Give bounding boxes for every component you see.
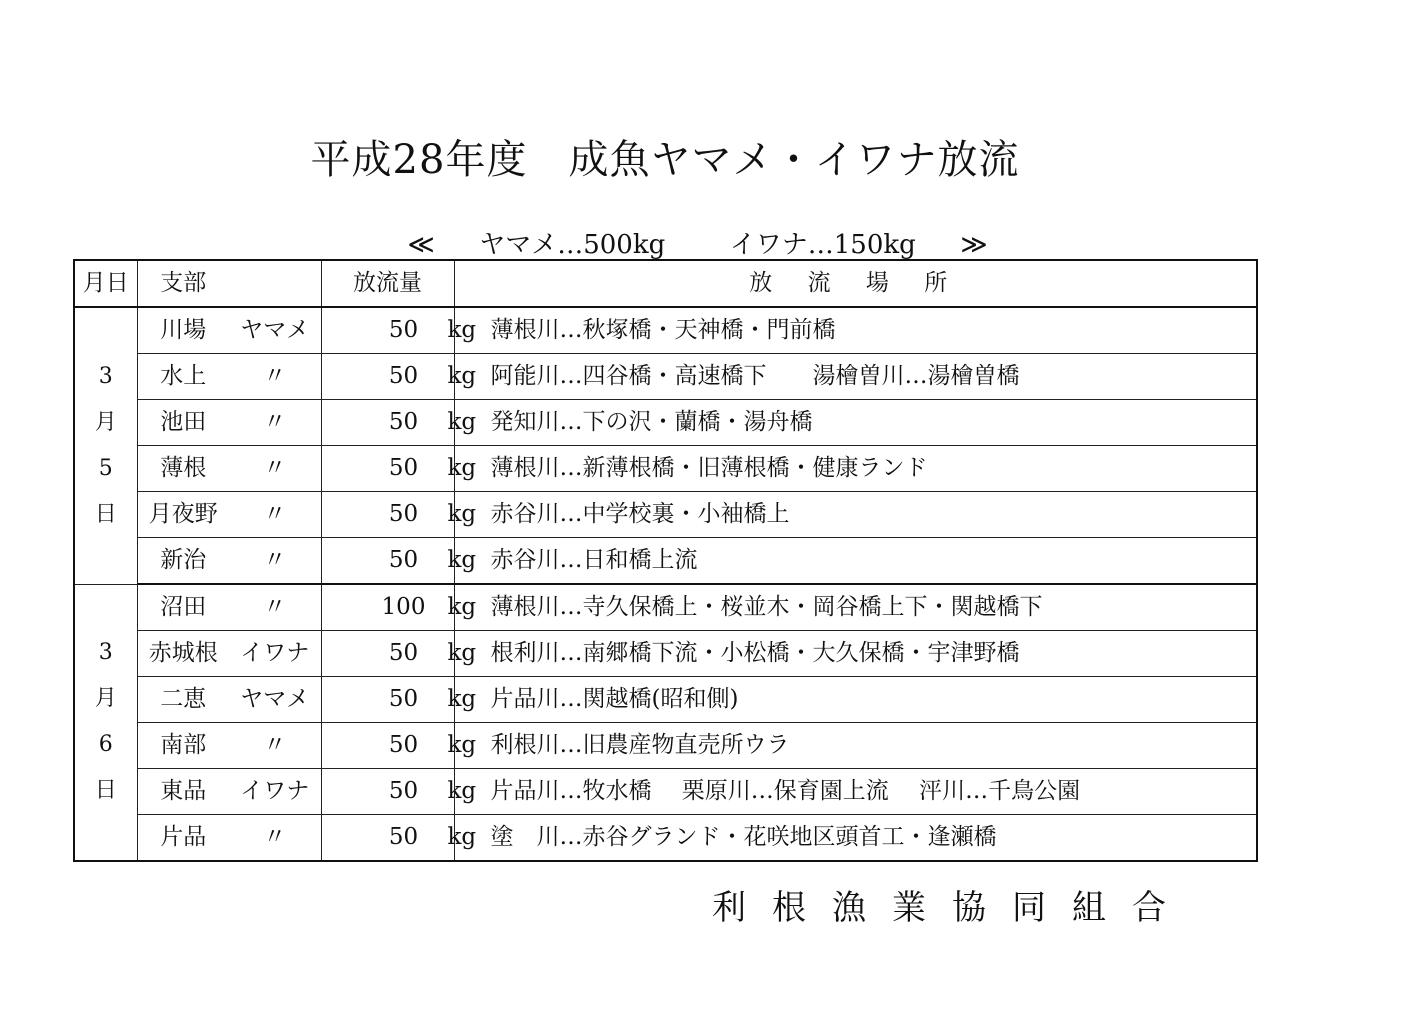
release-place-cell: 片品川…関越橋(昭和側) [454, 677, 1257, 723]
branch-cell: 沼田 [137, 584, 229, 631]
amount-cell [321, 492, 477, 538]
table-header-row [74, 260, 1257, 307]
summary-yamame-total: ヤマメ…500kg [479, 230, 666, 260]
branch-cell: 川場 [137, 307, 229, 354]
fish-type-cell: イワナ [229, 769, 321, 815]
amount-unit: kg [447, 409, 477, 435]
amount-unit: kg [447, 547, 477, 573]
fish-type-cell: 〃 [229, 354, 321, 400]
amount-value: 50 [388, 732, 419, 758]
amount-unit: kg [447, 732, 477, 758]
table-row [74, 446, 1257, 492]
fish-type-cell: 〃 [229, 815, 321, 862]
table-row [74, 492, 1257, 538]
document-title: 平成28年度 成魚ヤマメ・イワナ放流 [310, 137, 1020, 183]
date-char: 月 [94, 409, 117, 435]
release-place-cell: 塗 川…赤谷グランド・花咲地区頭首工・逢瀬橋 [454, 815, 1257, 862]
amount-cell [321, 723, 477, 769]
branch-cell: 東品 [137, 769, 229, 815]
date-cell [74, 584, 137, 861]
amount-unit: kg [447, 686, 477, 712]
amount-cell [321, 307, 477, 354]
amount-unit: kg [447, 455, 477, 481]
branch-cell: 月夜野 [137, 492, 229, 538]
amount-value: 50 [388, 547, 419, 573]
table-row [74, 400, 1257, 446]
amount-unit: kg [447, 594, 477, 620]
date-char: 日 [94, 501, 117, 527]
fish-type-cell: 〃 [229, 400, 321, 446]
header-amount: 放流量 [321, 260, 454, 307]
branch-cell: 薄根 [137, 446, 229, 492]
date-char: 5 [98, 455, 113, 481]
table-row [74, 723, 1257, 769]
amount-cell [321, 538, 477, 585]
date-char: 月 [94, 686, 117, 712]
summary-open-bracket: ≪ [407, 230, 435, 260]
fish-type-cell: ヤマメ [229, 677, 321, 723]
amount-unit: kg [447, 363, 477, 389]
amount-value: 50 [388, 640, 419, 666]
table-row [74, 584, 1257, 631]
release-summary [0, 224, 1395, 261]
release-place-cell: 薄根川…秋塚橋・天神橋・門前橋 [454, 307, 1257, 354]
branch-cell: 片品 [137, 815, 229, 862]
fish-type-cell: 〃 [229, 446, 321, 492]
table-row [74, 354, 1257, 400]
table-row [74, 677, 1257, 723]
header-place: 放 流 場 所 [454, 260, 1257, 307]
branch-cell: 新治 [137, 538, 229, 585]
summary-iwana-total: イワナ…150kg [729, 230, 916, 260]
amount-cell [321, 400, 477, 446]
amount-cell [321, 677, 477, 723]
organization-name: 利根漁業協同組合 [712, 888, 1192, 928]
amount-value: 50 [388, 778, 419, 804]
header-branch: 支部 [137, 260, 229, 307]
amount-unit: kg [447, 640, 477, 666]
release-place-cell: 阿能川…四谷橋・高速橋下 湯檜曽川…湯檜曽橋 [454, 354, 1257, 400]
release-place-cell: 利根川…旧農産物直売所ウラ [454, 723, 1257, 769]
amount-value: 50 [388, 455, 419, 481]
amount-cell [321, 446, 477, 492]
fish-type-cell: 〃 [229, 723, 321, 769]
date-char: 3 [98, 640, 113, 666]
branch-cell: 水上 [137, 354, 229, 400]
table-row [74, 631, 1257, 677]
release-place-cell: 赤谷川…中学校裏・小袖橋上 [454, 492, 1257, 538]
amount-cell [321, 354, 477, 400]
table-row [74, 538, 1257, 585]
header-date: 月日 [74, 260, 137, 307]
branch-cell: 池田 [137, 400, 229, 446]
table-row [74, 769, 1257, 815]
amount-unit: kg [447, 824, 477, 850]
date-char: 3 [98, 363, 113, 389]
fish-type-cell: イワナ [229, 631, 321, 677]
amount-cell [321, 769, 477, 815]
amount-unit: kg [447, 778, 477, 804]
release-place-cell: 薄根川…新薄根橋・旧薄根橋・健康ランド [454, 446, 1257, 492]
release-place-cell: 片品川…牧水橋 栗原川…保育園上流 泙川…千鳥公園 [454, 769, 1257, 815]
release-place-cell: 赤谷川…日和橋上流 [454, 538, 1257, 585]
amount-value: 50 [388, 363, 419, 389]
fish-type-cell: ヤマメ [229, 307, 321, 354]
release-place-cell: 発知川…下の沢・蘭橋・湯舟橋 [454, 400, 1257, 446]
amount-cell [321, 815, 477, 862]
release-place-cell: 薄根川…寺久保橋上・桜並木・岡谷橋上下・関越橋下 [454, 584, 1257, 631]
header-fish [229, 260, 321, 307]
table-row [74, 307, 1257, 354]
amount-value: 50 [388, 317, 419, 343]
amount-value: 50 [388, 686, 419, 712]
fish-type-cell: 〃 [229, 538, 321, 585]
amount-cell [321, 584, 477, 631]
fish-type-cell: 〃 [229, 584, 321, 631]
amount-value: 50 [388, 824, 419, 850]
amount-value: 50 [388, 409, 419, 435]
branch-cell: 赤城根 [137, 631, 229, 677]
date-char: 日 [94, 778, 117, 804]
date-char: 6 [98, 732, 113, 758]
branch-cell: 南部 [137, 723, 229, 769]
table-row [74, 815, 1257, 862]
branch-cell: 二恵 [137, 677, 229, 723]
date-cell [74, 307, 137, 584]
amount-value: 50 [388, 501, 419, 527]
amount-cell [321, 631, 477, 677]
release-schedule-table [73, 259, 1258, 862]
release-place-cell: 根利川…南郷橋下流・小松橋・大久保橋・宇津野橋 [454, 631, 1257, 677]
amount-unit: kg [447, 501, 477, 527]
summary-close-bracket: ≫ [960, 230, 988, 260]
fish-type-cell: 〃 [229, 492, 321, 538]
amount-unit: kg [447, 317, 477, 343]
amount-value: 100 [381, 594, 426, 620]
table-body [74, 307, 1257, 861]
